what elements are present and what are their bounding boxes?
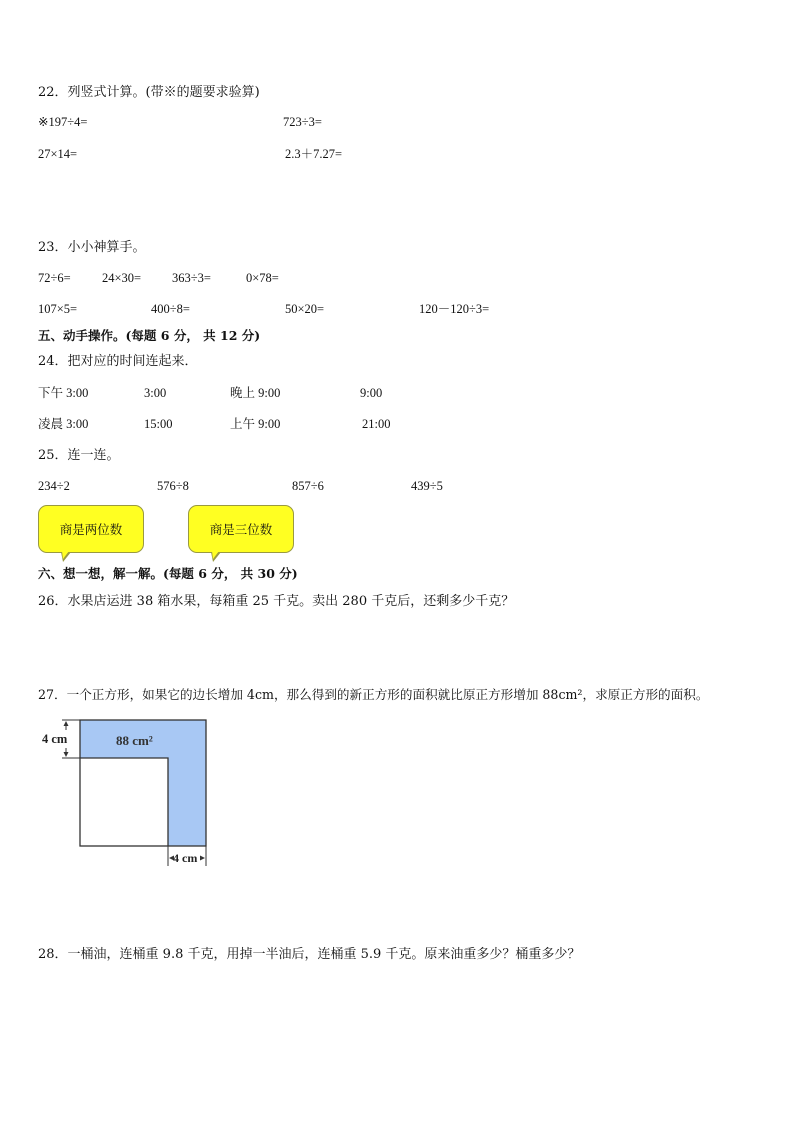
- q25-item-4: 439÷5: [411, 479, 443, 493]
- area-label: 88 cm²: [116, 733, 153, 748]
- q24-r1-c1: 下午 3:00: [38, 386, 89, 400]
- q24-r2-c4: 21:00: [362, 417, 391, 431]
- q24-r2-c3: 上午 9:00: [230, 417, 281, 431]
- q23-r1-c4: 0×78=: [246, 271, 279, 285]
- q22-item-1: ※197÷4=: [38, 115, 88, 129]
- q24-r2-c1: 凌晨 3:00: [38, 417, 89, 431]
- q23-r2-c2: 400÷8=: [151, 302, 190, 316]
- dim-arrow: [200, 856, 205, 861]
- q25-item-1: 234÷2: [38, 479, 70, 493]
- q23-r2-c3: 50×20=: [285, 302, 325, 316]
- q22-item-2: 723÷3=: [283, 115, 322, 129]
- bubble-three-digit-quotient: [188, 505, 294, 553]
- bottom-dimension-label: 4 cm: [173, 851, 198, 865]
- question-27-title: 27．一个正方形，如果它的边长增加 4cm，那么得到的新正方形的面积就比原正方形增加 88cm²，求原正方形的面积。: [38, 687, 709, 702]
- top-dimension-label: 4 cm: [42, 732, 68, 746]
- question-23-title: 23．小小神算手。: [38, 240, 146, 255]
- square-area-figure: [40, 718, 220, 870]
- q23-r1-c3: 363÷3=: [172, 271, 211, 285]
- q24-r1-c4: 9:00: [360, 386, 383, 400]
- q23-r1-c2: 24×30=: [102, 271, 142, 285]
- bubble-label: 商是三位数: [209, 522, 273, 537]
- q22-item-3: 27×14=: [38, 147, 78, 161]
- dim-arrow: [64, 721, 69, 726]
- bubble-tail-fill: [212, 551, 219, 559]
- dim-arrow: [64, 752, 69, 757]
- section-5-heading: 五、动手操作。(每题 6 分， 共 12 分): [38, 328, 261, 343]
- q25-item-3: 857÷6: [292, 479, 324, 493]
- question-24-title: 24．把对应的时间连起来．: [38, 354, 198, 369]
- bubble-label: 商是两位数: [59, 522, 123, 537]
- q24-r2-c2: 15:00: [144, 417, 173, 431]
- question-25-title: 25．连一连。: [38, 448, 120, 463]
- q23-r2-c1: 107×5=: [38, 302, 78, 316]
- question-26: 26．水果店运进 38 箱水果，每箱重 25 千克。卖出 280 千克后，还剩多少千克？: [38, 594, 515, 609]
- q24-r1-c3: 晚上 9:00: [230, 386, 281, 400]
- q24-r1-c2: 3:00: [144, 386, 167, 400]
- q25-item-2: 576÷8: [157, 479, 189, 493]
- q23-r1-c1: 72÷6=: [38, 271, 71, 285]
- question-22-title: 22．列竖式计算。(带※的题要求验算): [38, 85, 260, 100]
- original-square-outline: [80, 758, 168, 846]
- question-28: 28．一桶油，连桶重 9.8 千克，用掉一半油后，连桶重 5.9 千克。原来油重多少？桶重多少？: [38, 947, 581, 962]
- q23-r2-c4: 120－120÷3=: [419, 302, 490, 316]
- bubble-tail-fill: [62, 551, 69, 559]
- bubble-two-digit-quotient: [38, 505, 144, 553]
- section-6-heading: 六、想一想，解一解。(每题 6 分， 共 30 分): [38, 566, 298, 581]
- q22-item-4: 2.3＋7.27=: [285, 147, 343, 161]
